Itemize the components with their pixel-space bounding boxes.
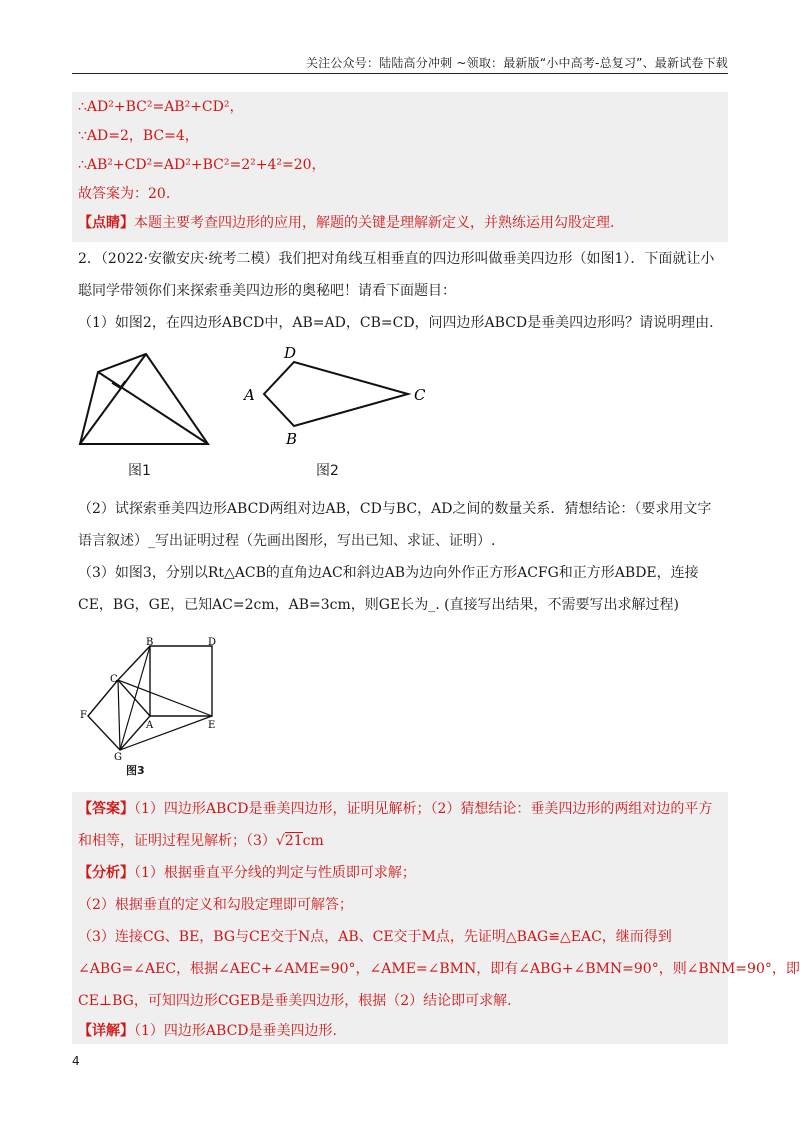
page-header: 关注公众号：陆陆高分冲刺 ~领取：最新版“小中高考-总复习”、最新试卷下载 (305, 56, 728, 70)
detail-tag: 【详解】 (78, 1023, 134, 1039)
solution-line-4: 故答案为：20. (78, 186, 171, 202)
answer-unit: cm (302, 833, 324, 849)
solution-line-2: ∵AD=2，BC=4， (78, 128, 199, 144)
analysis-line-3a: （3）连接CG、BE，BG与CE交于N点，AB、CE交于M点，先证明△BAG≌△EAC，继而得到 (78, 929, 672, 945)
answer-text-1: （1）四边形ABCD是垂美四边形，证明见解析；（2）猜想结论：垂美四边形的两组对边的平方 (134, 801, 713, 817)
fig1-caption: 图1 (128, 463, 151, 479)
fig1-diagonal-2 (98, 372, 208, 444)
fig3-label-D: D (208, 637, 217, 648)
fig2-label-A: A (244, 386, 255, 404)
analysis-line-2: （2）根据垂直的定义和勾股定理即可解答； (78, 897, 353, 913)
figure-2 (240, 340, 440, 460)
page-number: 4 (72, 1054, 80, 1068)
fig3-label-B: B (146, 637, 154, 648)
solution-line-3: ∴AB²+CD²=AD²+BC²=2²+4²=20， (78, 157, 326, 173)
fig3-line-CE (118, 680, 212, 716)
comment-text: 本题主要考查四边形的应用，解题的关键是理解新定义，并熟练运用勾股定理. (134, 215, 615, 231)
problem-intro-1: 我们把对角线互相垂直的四边形叫做垂美四边形（如图1）．下面就让小 (278, 251, 715, 267)
problem-part-1: （1）如图2，在四边形ABCD中，AB=AD，CB=CD，问四边形ABCD是垂美四边形吗？请说明理由. (78, 315, 714, 331)
fig3-caption: 图3 (126, 764, 145, 777)
answer-tag: 【答案】 (78, 801, 134, 817)
answer-line-1 (78, 798, 726, 820)
fig3-line-CG (118, 680, 120, 750)
problem-source: （2022·安徽安庆·统考二模） (100, 251, 279, 267)
fig3-label-A: A (146, 720, 154, 731)
answer-line-2 (78, 830, 726, 852)
problem-part-3-line-2: CE，BG，GE，已知AC=2cm，AB=3cm，则GE长为_. (直接写出结果，不需要写出求解过程) (78, 597, 680, 613)
sqrt-symbol: √ (275, 833, 285, 849)
fig2-label-B: B (286, 430, 298, 448)
detail-line (78, 1020, 726, 1042)
analysis-line-3b: ∠ABG=∠AEC，根据∠AEC+∠AME=90°，∠AME=∠BMN，即有∠ABG+∠BMN=90°，则∠BNM=90°，即 (78, 961, 800, 977)
figure-3 (76, 636, 236, 766)
problem-intro-line-1 (78, 248, 726, 270)
fig3-label-C: C (110, 674, 118, 685)
problem-part-2-line-1: （2）试探索垂美四边形ABCD两组对边AB，CD与BC，AD之间的数量关系．猜想结论：（要求用文字 (78, 501, 712, 517)
analysis-line-0 (78, 862, 726, 884)
header-rule (72, 73, 728, 74)
figure-1 (74, 352, 214, 452)
problem-number: 2． (78, 251, 101, 267)
detail-text-1: （1）四边形ABCD是垂美四边形. (134, 1023, 337, 1039)
fig2-label-D: D (284, 344, 297, 362)
fig2-label-C: C (414, 386, 426, 404)
fig3-label-E: E (208, 720, 216, 731)
comment-tag: 【点睛】 (78, 215, 134, 231)
fig1-diagonal-1 (80, 354, 146, 444)
fig3-label-G: G (114, 752, 122, 763)
fig3-square-ABDE (150, 646, 212, 716)
fig2-caption: 图2 (316, 463, 339, 479)
fig2-quadrilateral (264, 362, 408, 426)
analysis-text-1: （1）根据垂直平分线的判定与性质即可求解； (134, 865, 416, 881)
analysis-tag: 【分析】 (78, 865, 134, 881)
fig3-line-GE (120, 716, 212, 750)
answer-text-2: 和相等，证明过程见解析；（3） (78, 833, 276, 849)
problem-part-3-line-1: （3）如图3，分别以Rt△ACB的直角边AC和斜边AB为边向外作正方形ACFG和正方形ABDE，连接 (78, 565, 699, 581)
sqrt-radicand: 21 (284, 833, 303, 849)
analysis-line-3c: CE⊥BG，可知四边形CGEB是垂美四边形，根据（2）结论即可求解. (78, 993, 512, 1009)
solution-line-1: ∴AD²+BC²=AB²+CD²， (78, 99, 244, 115)
problem-part-2-line-2: 语言叙述）_写出证明过程（先画出图形，写出已知、求证、证明）. (78, 533, 496, 549)
comment-line (78, 212, 726, 234)
fig3-label-F: F (80, 710, 87, 721)
problem-intro-line-2: 聪同学带领你们来探索垂美四边形的奥秘吧！请看下面题目： (78, 283, 456, 299)
